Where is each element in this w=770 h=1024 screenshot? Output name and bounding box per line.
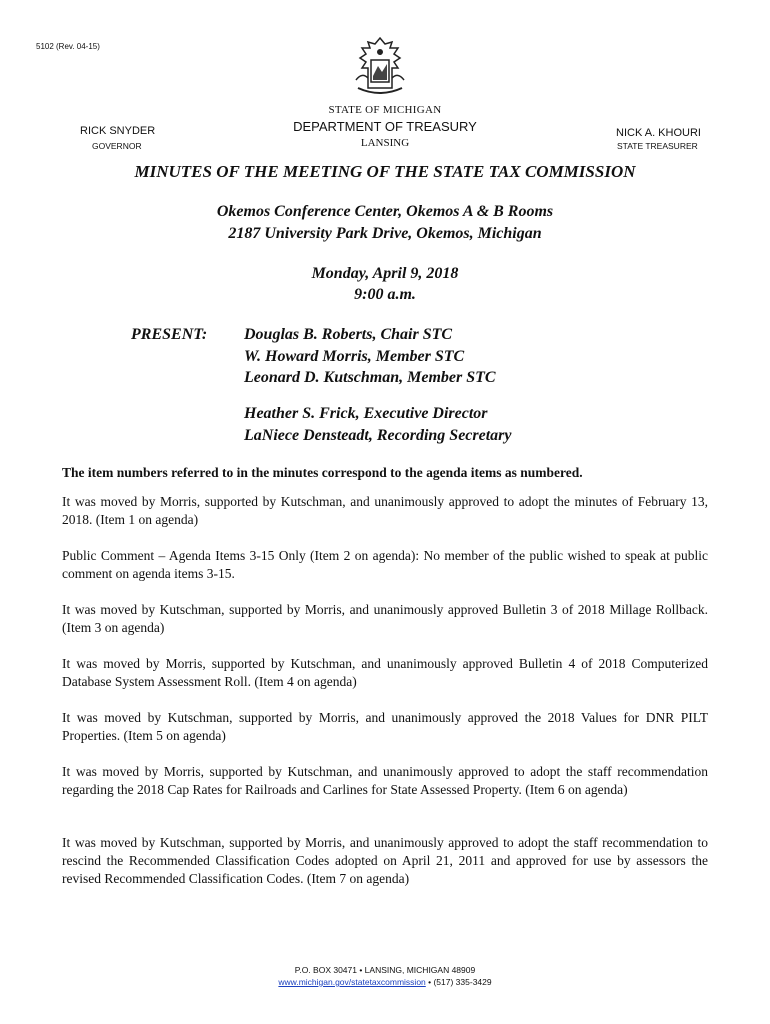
footer-address: P.O. BOX 30471 • LANSING, MICHIGAN 48909 xyxy=(294,965,476,975)
state-name: STATE OF MICHIGAN xyxy=(328,104,442,116)
minutes-paragraph: It was moved by Morris, supported by Kutschman, and unanimously approved to adopt the staff recommendation regarding the 2018 Cap Rates for Railroads and Carlines for State Assessed Property. (Item 6 on agenda) xyxy=(62,764,708,797)
website-link[interactable]: www.michigan.gov/statetaxcommission xyxy=(278,977,426,987)
governor-name: RICK SNYDER xyxy=(80,125,156,137)
location-line-1: Okemos Conference Center, Okemos A & B Rooms xyxy=(216,203,554,220)
treasurer-title: STATE TREASURER xyxy=(617,141,698,151)
minutes-paragraph: It was moved by Morris, supported by Kutschman, and unanimously approved Bulletin 4 of 2018 Computerized Database System Assessment Roll. (Item 4 on agenda) xyxy=(62,656,708,689)
meeting-time: 9:00 a.m. xyxy=(354,286,416,303)
present-member: Douglas B. Roberts, Chair STC xyxy=(244,326,453,343)
minutes-paragraph: It was moved by Kutschman, supported by Morris, and unanimously approved the 2018 Values for DNR PILT Properties. (Item 5 on agenda) xyxy=(62,710,708,743)
department-name: DEPARTMENT OF TREASURY xyxy=(293,119,477,134)
present-label: PRESENT: xyxy=(131,326,208,343)
present-member: Leonard D. Kutschman, Member STC xyxy=(244,369,496,386)
agenda-note: The item numbers referred to in the minutes correspond to the agenda items as numbered. xyxy=(62,465,583,480)
present-staff: LaNiece Densteadt, Recording Secretary xyxy=(244,427,512,444)
minutes-paragraph: It was moved by Kutschman, supported by Morris, and unanimously approved to adopt the staff recommendation to rescind the Recommended Classification Codes adopted on April 21, 2011 and approved for use by assessors the revised Recommended Classification Codes. (Item 7 on agenda) xyxy=(62,835,708,886)
present-member: W. Howard Morris, Member STC xyxy=(244,348,465,365)
governor-title: GOVERNOR xyxy=(92,141,142,151)
minutes-paragraph: Public Comment – Agenda Items 3-15 Only (Item 2 on agenda): No member of the public wished to speak at public comment on agenda items 3-15. xyxy=(62,548,708,581)
minutes-paragraph: It was moved by Kutschman, supported by Morris, and unanimously approved Bulletin 3 of 2018 Millage Rollback. (Item 3 on agenda) xyxy=(62,602,708,635)
present-staff: Heather S. Frick, Executive Director xyxy=(244,405,488,422)
document-title: MINUTES OF THE MEETING OF THE STATE TAX COMMISSION xyxy=(134,162,636,181)
footer-contact xyxy=(0,977,770,987)
minutes-paragraph: It was moved by Morris, supported by Kutschman, and unanimously approved to adopt the minutes of February 13, 2018. (Item 1 on agenda) xyxy=(62,494,708,527)
form-number: 5102 (Rev. 04-15) xyxy=(36,42,100,51)
treasurer-name: NICK A. KHOURI xyxy=(616,127,701,139)
footer-phone: • (517) 335-3429 xyxy=(425,977,492,987)
meeting-date: Monday, April 9, 2018 xyxy=(311,265,459,282)
location-line-2: 2187 University Park Drive, Okemos, Michigan xyxy=(228,225,542,242)
city-name: LANSING xyxy=(360,137,410,149)
michigan-seal-icon xyxy=(352,36,408,98)
